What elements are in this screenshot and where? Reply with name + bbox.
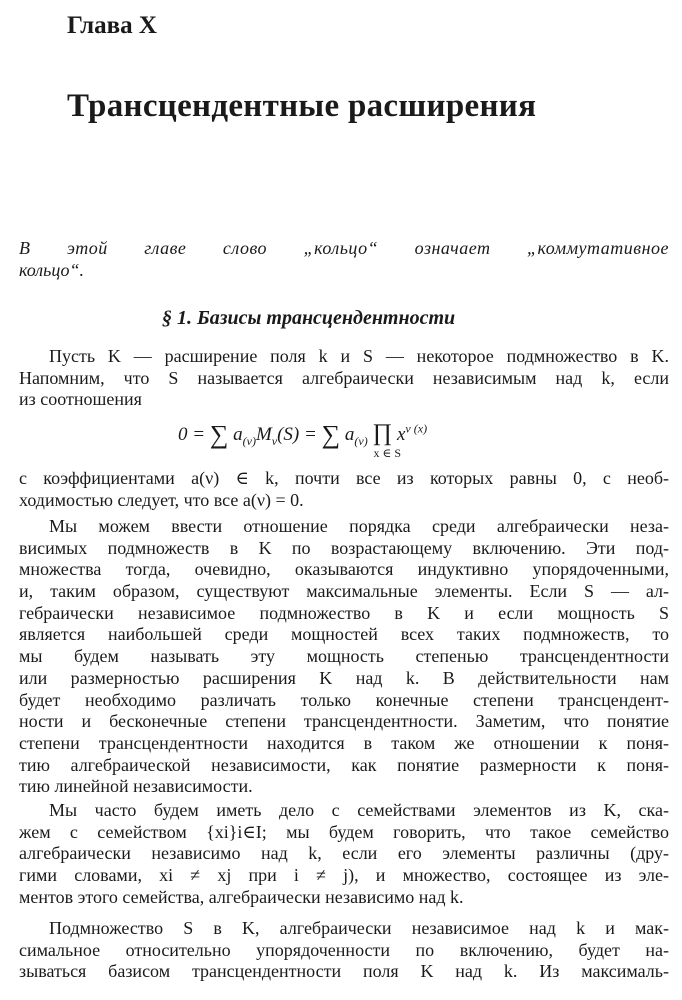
text-line: симальное относительно упорядоченности по включению, будет на- xyxy=(19,939,669,960)
text-line: ности и бесконечные степени трансцендентности. Заметим, что понятие xyxy=(19,711,669,732)
display-formula xyxy=(178,420,428,460)
text-line: с коэффициентами a(ν) ∈ k, почти все из которых равны 0, с необ- xyxy=(19,468,669,488)
text-line: гебраически независимое подмножество в K и если мощность S xyxy=(19,602,669,623)
text-line: тию линейной независимости. xyxy=(19,776,253,797)
sum-symbol: ∑ xyxy=(321,420,341,449)
paragraph-1 xyxy=(19,346,669,411)
text-line: зываться базисом трансцендентности поля K над k. Из максималь- xyxy=(19,961,669,982)
formula-coef-index: (ν) xyxy=(242,433,256,448)
section-heading: § 1. Базисы трансцендентности xyxy=(162,307,456,329)
formula-coef: a xyxy=(344,424,355,445)
formula-variable: x xyxy=(396,424,406,445)
text-line: Мы часто будем иметь дело с семействами элементов из K, ска- xyxy=(49,800,669,820)
formula-monomial-index: ν xyxy=(271,433,278,448)
formula-exponent: ν (x) xyxy=(405,421,428,436)
formula-coef: a xyxy=(233,424,243,445)
chapter-heading: Глава X xyxy=(67,12,157,39)
formula-coef-index: (ν) xyxy=(354,433,368,448)
text-line: Пусть K — расширение поля k и S — некоторое подмножество в K. xyxy=(49,346,669,366)
epigraph-line: В этой главе слово „кольцо“ означает „коммутативное xyxy=(19,238,669,258)
formula-set: (S) xyxy=(277,424,300,445)
paragraph-2 xyxy=(19,516,669,798)
sum-symbol: ∑ xyxy=(209,420,229,449)
paragraph-3 xyxy=(19,800,669,908)
text-line: множества тогда, очевидно, оказываются индуктивно упорядоченными, xyxy=(19,559,669,580)
text-line: степени трансцендентности находится в таком же отношении к поня- xyxy=(19,732,669,753)
paragraph-4 xyxy=(19,918,669,983)
formula-equals: = xyxy=(192,424,206,445)
product-glyph: ∏ xyxy=(372,420,393,446)
text-line: или размерностью расширения K над k. В действительности нам xyxy=(19,667,669,688)
text-line: ходимостью следует, что все a(ν) = 0. xyxy=(19,489,304,510)
paragraph-1-continued xyxy=(19,468,669,511)
formula-equals: = xyxy=(304,424,317,445)
text-line: из соотношения xyxy=(19,389,142,410)
epigraph-line: кольцо“. xyxy=(19,259,85,280)
text-line: является наибольшей среди мощностей всех таких подмножеств, то xyxy=(19,624,669,645)
chapter-title: Трансцендентные расширения xyxy=(67,88,537,124)
text-line: Напомним, что S называется алгебраически независимым над k, если xyxy=(19,367,669,388)
product-index: x ∈ S xyxy=(373,446,402,460)
epigraph xyxy=(19,238,669,281)
text-line: тию алгебраической независимости, как понятие размерности к поня- xyxy=(19,754,669,775)
text-line: будет необходимо различать только конечные степени трансцендент- xyxy=(19,689,669,710)
formula-monomial: M xyxy=(255,424,272,445)
text-line: Мы можем ввести отношение порядка среди алгебраически неза- xyxy=(49,516,669,536)
text-line: Подмножество S в K, алгебраически независимое над k и мак- xyxy=(49,918,669,938)
text-line: мы будем называть эту мощность степенью трансцендентности xyxy=(19,646,669,667)
text-line: висимых подмножеств в K по возрастающему включению. Эти под- xyxy=(19,537,669,558)
formula-zero: 0 xyxy=(178,424,188,445)
text-line: жем с семейством {xi}i∈I; мы будем говорить, что такое семейство xyxy=(19,821,669,842)
text-line: и, таким образом, существуют максимальные элементы. Если S — ал- xyxy=(19,581,669,602)
text-line: алгебраически независимо над k, если его элементы различны (дру- xyxy=(19,843,669,864)
text-line: ментов этого семейства, алгебраически независимо над k. xyxy=(19,886,464,907)
product-symbol xyxy=(372,420,402,460)
text-line: гими словами, xi ≠ xj при i ≠ j), и множество, состоящее из эле- xyxy=(19,865,669,886)
